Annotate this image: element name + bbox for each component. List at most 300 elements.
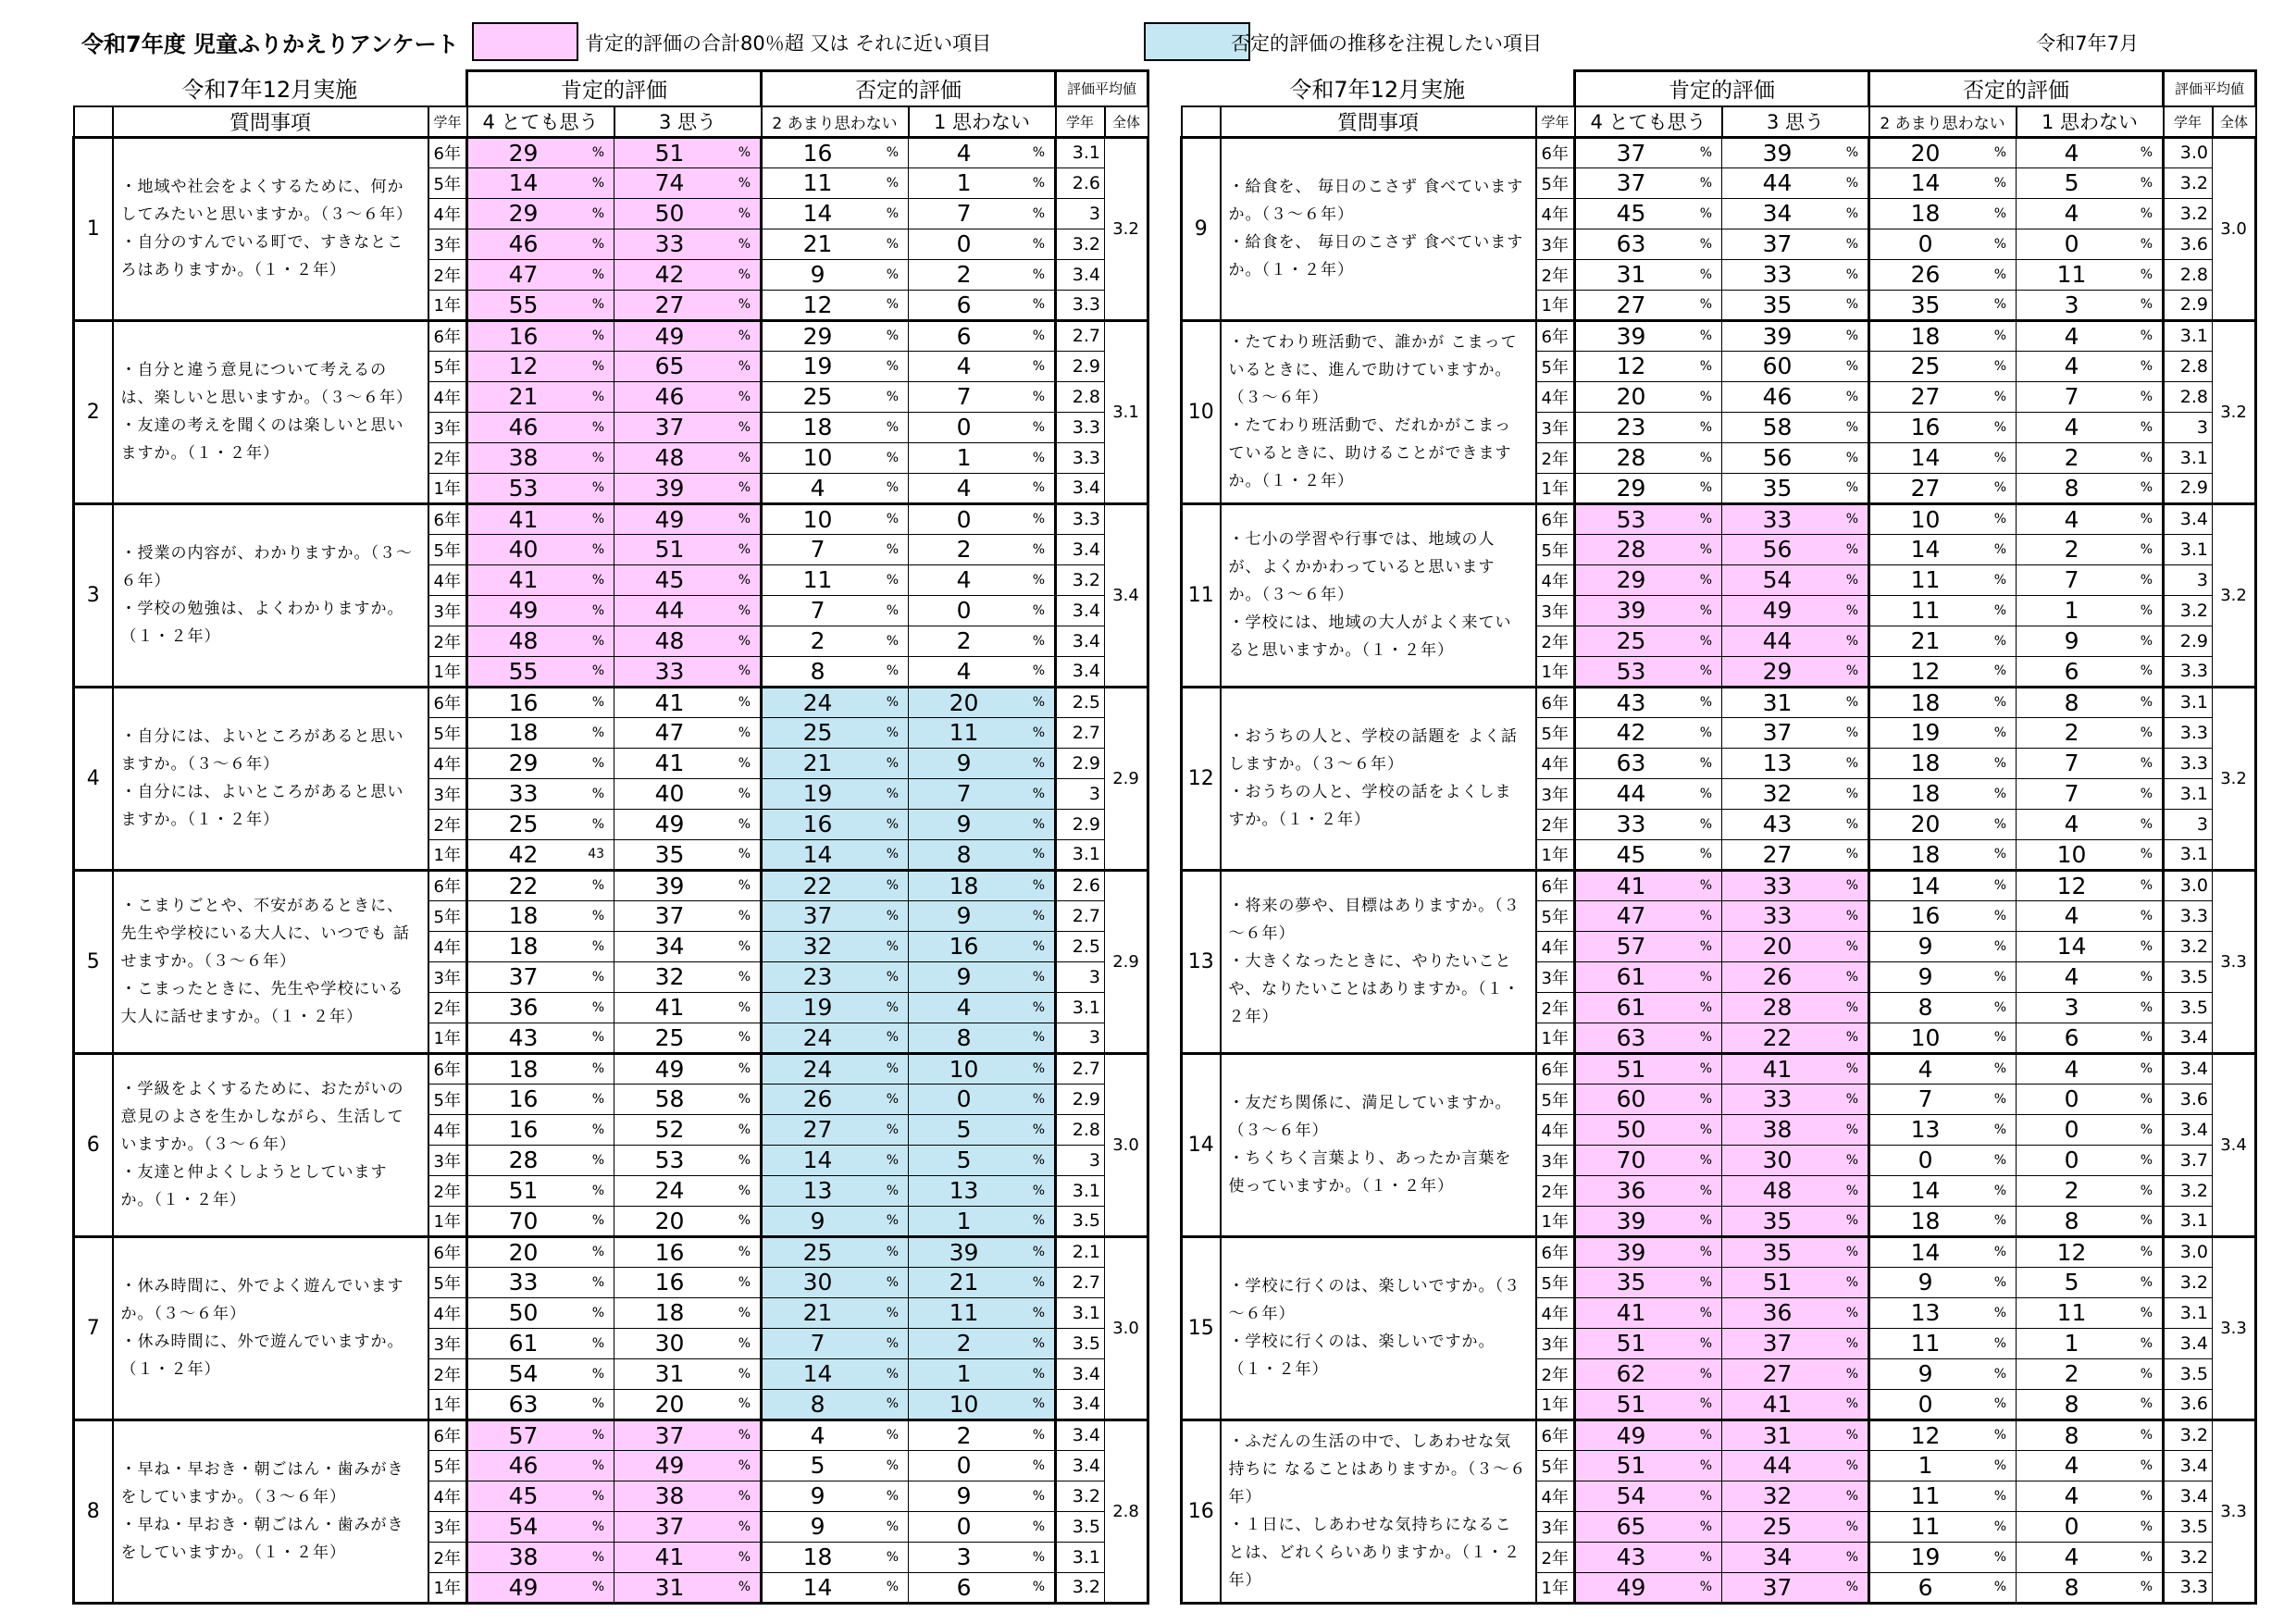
percent-cell-1 (2017, 1572, 2164, 1603)
percent-cell-1 (909, 1053, 1056, 1084)
percent-wrap (2017, 323, 2162, 350)
percent-wrap (1722, 873, 1868, 899)
percent-value: 29 (1762, 657, 1793, 685)
percent-cell-2 (762, 473, 909, 503)
percent-unit: % (1032, 1030, 1046, 1045)
percent-cell-3 (614, 1419, 762, 1450)
percent-cell-4 (467, 1542, 614, 1572)
percent-cell-2 (762, 1053, 909, 1084)
percent-wrap (1576, 933, 1721, 960)
percent-unit: % (1032, 1396, 1046, 1411)
percent-unit: % (1699, 512, 1713, 527)
percent-cell-4 (467, 137, 614, 167)
percent-wrap (1576, 994, 1721, 1021)
percent-wrap (909, 1299, 1054, 1326)
percent-cell-2 (1869, 1023, 2017, 1053)
percent-wrap (909, 719, 1054, 746)
percent-value: 18 (508, 719, 539, 746)
percent-value: 52 (654, 1116, 685, 1143)
percent-cell-3 (1722, 992, 1869, 1023)
percent-cell-2 (1869, 1053, 2017, 1084)
percent-wrap (763, 1422, 908, 1449)
percent-unit: % (1845, 755, 1859, 771)
percent-value: 49 (654, 322, 685, 350)
percent-value: 25 (654, 1023, 685, 1051)
percent-unit: % (1699, 329, 1713, 343)
percent-wrap (763, 353, 908, 379)
percent-cell-1 (909, 1419, 1056, 1450)
percent-cell-3 (614, 351, 762, 381)
percent-value: 16 (802, 139, 833, 167)
percent-cell-2 (1869, 198, 2017, 229)
grade-average: 3.2 (2164, 198, 2213, 229)
percent-wrap (468, 1208, 614, 1234)
question-text: ・早ね・早おき・朝ごはん・歯みがきをしていますか。（３～６年） ・早ね・早おき・朝ごはん・歯みがきをしていますか。（１・２年） (113, 1419, 428, 1603)
percent-unit: % (591, 999, 605, 1015)
percent-value: 27 (1616, 291, 1646, 318)
percent-cell-1 (909, 442, 1056, 473)
percent-value: 43 (1616, 1543, 1646, 1570)
percent-unit: % (1845, 175, 1859, 191)
percent-unit: % (1993, 663, 2007, 678)
percent-wrap (909, 1422, 1054, 1449)
percent-cell-4 (1575, 1236, 1722, 1267)
percent-unit: % (738, 480, 751, 495)
percent-unit: % (591, 480, 605, 495)
percent-unit: % (886, 541, 900, 557)
grade-label: 4年 (1536, 748, 1575, 778)
percent-value: 16 (508, 322, 539, 350)
percent-cell-4 (1575, 1572, 1722, 1603)
percent-cell-4 (467, 870, 614, 900)
percent-unit: % (1699, 1245, 1713, 1259)
percent-cell-3 (1722, 1572, 1869, 1603)
percent-value: 39 (654, 474, 685, 502)
overall-average: 3.4 (2213, 1053, 2256, 1236)
percent-unit: % (1032, 602, 1046, 618)
grade-label: 4年 (428, 198, 467, 229)
grade-average: 3.3 (2164, 656, 2213, 687)
percent-cell-3 (614, 1053, 762, 1084)
percent-cell-3 (614, 1358, 762, 1389)
grade-average: 3 (2164, 412, 2213, 442)
percent-wrap (763, 658, 908, 685)
question-number: 12 (1182, 687, 1221, 870)
percent-wrap (468, 140, 614, 167)
grade-average: 3.4 (1056, 1419, 1105, 1450)
grade-average: 3.4 (1056, 1389, 1105, 1419)
percent-wrap (2017, 1208, 2162, 1234)
percent-unit: % (886, 205, 900, 221)
percent-unit: % (886, 786, 900, 801)
grade-average: 3.2 (2164, 1175, 2213, 1206)
question-text: ・七小の学習や行事では、地域の人が、よくかかわっていると思いますか。（３～６年） ・学校には、地域の大人がよく来ていると思いますか。（１・２年） (1221, 503, 1536, 687)
percent-cell-2 (762, 931, 909, 961)
percent-cell-1 (909, 534, 1056, 564)
percent-cell-4 (1575, 809, 1722, 839)
percent-unit: % (1699, 1122, 1713, 1137)
percent-wrap (1576, 475, 1721, 502)
percent-wrap (468, 963, 614, 990)
percent-value: 44 (1762, 169, 1793, 196)
percent-unit: % (2140, 999, 2153, 1015)
percent-unit: % (738, 1396, 751, 1411)
percent-value: 49 (654, 811, 685, 837)
document-date: 令和7年7月 (2036, 32, 2139, 55)
percent-value: 13 (949, 1177, 979, 1204)
percent-unit: % (738, 1488, 751, 1504)
percent-wrap (1576, 811, 1721, 837)
percent-wrap (1576, 1056, 1721, 1083)
percent-value: 16 (1910, 902, 1941, 929)
percent-unit: % (738, 1030, 751, 1045)
question-text: ・自分と違う意見について考えるのは、楽しいと思いますか。（３～６年） ・友達の考えを聞くのは楽しいと思いますか。（１・２年） (113, 320, 428, 503)
percent-wrap (468, 627, 614, 654)
percent-unit: % (1993, 1457, 2007, 1473)
percent-cell-2 (762, 1267, 909, 1297)
percent-wrap (1722, 323, 1868, 350)
percent-cell-2 (1869, 351, 2017, 381)
percent-wrap (763, 200, 908, 227)
question-number: 1 (74, 137, 113, 320)
percent-unit: % (1845, 695, 1859, 710)
percent-wrap (1870, 140, 2016, 167)
percent-cell-4 (467, 412, 614, 442)
percent-unit: % (1032, 1488, 1046, 1504)
percent-cell-3 (1722, 473, 1869, 503)
percent-wrap (909, 963, 1054, 990)
percent-unit: % (1032, 1274, 1046, 1290)
percent-value: 18 (1910, 1207, 1941, 1234)
percent-value: 22 (1762, 1023, 1793, 1051)
percent-unit: % (1699, 1091, 1713, 1107)
percent-cell-2 (762, 1419, 909, 1450)
percent-cell-1 (909, 351, 1056, 381)
grade-label: 5年 (1536, 1084, 1575, 1114)
percent-value: 6 (1917, 1573, 1933, 1601)
percent-wrap (468, 1422, 614, 1449)
percent-unit: % (886, 633, 900, 649)
percent-cell-4 (467, 717, 614, 748)
percent-unit: % (1993, 1213, 2007, 1228)
percent-wrap (1870, 719, 2016, 746)
percent-cell-3 (1722, 412, 1869, 442)
header-row-columns (74, 106, 1148, 138)
percent-cell-2 (762, 1114, 909, 1145)
percent-value: 51 (1762, 1269, 1793, 1295)
percent-wrap (1870, 1543, 2016, 1570)
percent-value: 12 (802, 291, 833, 318)
percent-unit: % (591, 908, 605, 924)
percent-unit: % (738, 847, 751, 862)
table-row (74, 870, 1148, 900)
percent-unit: % (1845, 1245, 1859, 1259)
percent-unit: % (2140, 389, 2153, 404)
percent-unit: % (1845, 663, 1859, 678)
percent-value: 0 (2064, 1085, 2079, 1112)
percent-value: 14 (802, 1360, 833, 1387)
percent-wrap (763, 1574, 908, 1601)
grade-average: 3.3 (2164, 1572, 2213, 1603)
percent-cell-1 (2017, 1419, 2164, 1450)
percent-wrap (763, 1177, 908, 1204)
percent-wrap (1870, 1239, 2016, 1266)
percent-wrap (1722, 841, 1868, 868)
percent-unit: % (2140, 1488, 2153, 1504)
grade-label: 1年 (428, 656, 467, 687)
percent-value: 33 (654, 230, 685, 257)
percent-unit: % (1845, 1305, 1859, 1320)
percent-wrap (1576, 963, 1721, 990)
grade-label: 6年 (1536, 320, 1575, 351)
percent-value: 8 (956, 840, 972, 868)
percent-value: 57 (508, 1421, 539, 1449)
percent-wrap (763, 1085, 908, 1112)
table-row (1182, 503, 2256, 534)
percent-wrap (2017, 444, 2162, 471)
percent-cell-1 (2017, 961, 2164, 992)
percent-cell-2 (1869, 1297, 2017, 1328)
percent-wrap (1576, 1360, 1721, 1387)
percent-wrap (1870, 1177, 2016, 1204)
percent-cell-2 (762, 167, 909, 198)
percent-value: 16 (654, 1238, 685, 1266)
percent-cell-4 (467, 1481, 614, 1511)
percent-value: 20 (654, 1207, 685, 1234)
percent-wrap (1722, 1543, 1868, 1570)
grade-label: 3年 (428, 412, 467, 442)
percent-wrap (2017, 1116, 2162, 1143)
percent-cell-4 (1575, 717, 1722, 748)
grade-average: 2.9 (1056, 1084, 1105, 1114)
percent-wrap (614, 1330, 760, 1357)
percent-unit: % (1993, 512, 2007, 527)
percent-wrap (614, 1177, 760, 1204)
percent-wrap (909, 933, 1054, 960)
percent-cell-1 (2017, 503, 2164, 534)
percent-unit: % (1993, 145, 2007, 160)
percent-value: 53 (1616, 505, 1646, 533)
percent-wrap (763, 414, 908, 440)
grade-average: 3.4 (1056, 1358, 1105, 1389)
grade-label: 1年 (1536, 1389, 1575, 1419)
percent-cell-1 (2017, 473, 2164, 503)
percent-unit: % (591, 1335, 605, 1351)
percent-value: 28 (1762, 994, 1793, 1021)
percent-cell-2 (1869, 412, 2017, 442)
percent-wrap (468, 750, 614, 776)
percent-unit: % (2140, 1519, 2153, 1534)
percent-wrap (1576, 1085, 1721, 1112)
grade-label: 1年 (428, 1023, 467, 1053)
percent-value: 6 (956, 322, 972, 350)
percent-wrap (2017, 1482, 2162, 1509)
percent-wrap (763, 719, 908, 746)
percent-value: 37 (654, 902, 685, 929)
percent-value: 29 (508, 139, 539, 167)
percent-cell-4 (467, 290, 614, 320)
percent-unit: % (1845, 450, 1859, 465)
avg-overall-header: 全体 (1105, 106, 1148, 138)
grade-label: 6年 (428, 1236, 467, 1267)
percent-wrap (1576, 1452, 1721, 1479)
percent-unit: % (738, 512, 751, 527)
percent-value: 5 (2064, 1269, 2079, 1295)
percent-value: 45 (1616, 200, 1646, 227)
percent-cell-3 (1722, 1267, 1869, 1297)
percent-wrap (2017, 811, 2162, 837)
percent-value: 42 (654, 261, 685, 288)
percent-wrap (1576, 169, 1721, 196)
percent-cell-1 (909, 198, 1056, 229)
col3-header: 3 思う (614, 106, 762, 138)
percent-cell-2 (1869, 442, 2017, 473)
percent-value: 20 (654, 1390, 685, 1418)
percent-unit: % (1993, 725, 2007, 740)
percent-unit: % (1993, 938, 2007, 954)
grade-average: 3.4 (2164, 1053, 2213, 1084)
percent-unit: % (1993, 999, 2007, 1015)
percent-value: 0 (1917, 230, 1933, 257)
percent-cell-1 (2017, 1145, 2164, 1175)
percent-cell-1 (2017, 656, 2164, 687)
percent-cell-3 (1722, 534, 1869, 564)
percent-value: 11 (1910, 597, 1941, 624)
grade-label: 3年 (1536, 412, 1575, 442)
percent-value: 46 (508, 1452, 539, 1479)
percent-unit: % (738, 1122, 751, 1137)
grade-header: 学年 (428, 106, 467, 138)
percent-unit: % (1845, 786, 1859, 801)
percent-value: 20 (949, 688, 979, 716)
percent-value: 31 (1616, 261, 1646, 288)
percent-unit: % (1993, 1366, 2007, 1382)
percent-value: 36 (1762, 1299, 1793, 1326)
grade-label: 3年 (1536, 1145, 1575, 1175)
percent-value: 46 (508, 230, 539, 257)
percent-wrap (614, 1452, 760, 1479)
percent-unit: % (1699, 1305, 1713, 1320)
table-row (1182, 1053, 2256, 1084)
percent-cell-1 (909, 1389, 1056, 1419)
percent-unit: % (591, 633, 605, 649)
percent-unit: % (1032, 1061, 1046, 1076)
percent-unit: % (738, 725, 751, 740)
percent-unit: % (886, 267, 900, 282)
percent-unit: % (1032, 633, 1046, 649)
percent-value: 41 (654, 994, 685, 1021)
percent-value: 0 (956, 230, 972, 257)
percent-wrap (2017, 414, 2162, 440)
percent-wrap (2017, 291, 2162, 318)
percent-unit: % (738, 816, 751, 832)
percent-cell-1 (909, 992, 1056, 1023)
percent-value: 35 (1762, 1238, 1793, 1266)
percent-unit: % (1993, 1549, 2007, 1565)
percent-unit: % (591, 389, 605, 404)
percent-value: 7 (2064, 383, 2079, 410)
percent-wrap (1576, 1543, 1721, 1570)
percent-cell-4 (467, 564, 614, 595)
percent-value: 36 (1616, 1177, 1646, 1204)
percent-wrap (1870, 291, 2016, 318)
percent-unit: % (1699, 1183, 1713, 1198)
percent-value: 31 (1762, 1421, 1793, 1449)
percent-value: 20 (508, 1238, 539, 1266)
percent-value: 10 (1910, 1023, 1941, 1051)
grade-label: 4年 (428, 381, 467, 412)
percent-cell-4 (1575, 290, 1722, 320)
percent-cell-4 (1575, 870, 1722, 900)
percent-wrap (468, 597, 614, 624)
percent-cell-1 (2017, 1481, 2164, 1511)
percent-wrap (763, 1239, 908, 1266)
percent-cell-2 (762, 839, 909, 870)
percent-wrap (763, 261, 908, 288)
percent-wrap (468, 1299, 614, 1326)
percent-unit: % (591, 1091, 605, 1107)
percent-unit: % (2140, 938, 2153, 954)
percent-cell-2 (1869, 503, 2017, 534)
percent-unit: % (886, 1245, 900, 1259)
percent-wrap (909, 140, 1054, 167)
percent-unit: % (1845, 480, 1859, 495)
percent-unit: % (2140, 205, 2153, 221)
percent-value: 56 (1762, 444, 1793, 471)
percent-wrap (1722, 902, 1868, 929)
percent-cell-2 (762, 870, 909, 900)
percent-value: 39 (1616, 1207, 1646, 1234)
percent-cell-4 (467, 1053, 614, 1084)
percent-value: 22 (508, 872, 539, 899)
percent-unit: % (591, 663, 605, 678)
percent-cell-3 (1722, 1297, 1869, 1328)
percent-unit: % (886, 878, 900, 893)
percent-wrap (1722, 1299, 1868, 1326)
percent-wrap (1870, 750, 2016, 776)
percent-wrap (909, 1330, 1054, 1357)
percent-unit: % (1993, 236, 2007, 252)
grade-label: 1年 (428, 839, 467, 870)
percent-wrap (1870, 1330, 2016, 1357)
percent-unit: % (886, 1488, 900, 1504)
percent-cell-3 (614, 412, 762, 442)
percent-cell-4 (1575, 1450, 1722, 1481)
percent-unit: % (1699, 938, 1713, 954)
percent-value: 49 (1616, 1421, 1646, 1449)
percent-wrap (1870, 169, 2016, 196)
percent-cell-3 (1722, 1084, 1869, 1114)
percent-unit: % (886, 572, 900, 588)
percent-cell-3 (614, 167, 762, 198)
percent-wrap (1870, 811, 2016, 837)
percent-wrap (909, 200, 1054, 227)
percent-unit: % (591, 297, 605, 312)
percent-wrap (614, 1360, 760, 1387)
percent-value: 21 (949, 1269, 979, 1295)
percent-wrap (763, 169, 908, 196)
percent-value: 8 (810, 657, 825, 685)
percent-cell-4 (1575, 961, 1722, 992)
percent-wrap (614, 475, 760, 502)
percent-unit: % (1845, 541, 1859, 557)
percent-wrap (1722, 1177, 1868, 1204)
percent-unit: % (1699, 695, 1713, 710)
negative-group-header: 否定的評価 (1869, 71, 2164, 106)
percent-unit: % (886, 145, 900, 160)
percent-cell-2 (1869, 961, 2017, 992)
percent-cell-1 (909, 748, 1056, 778)
